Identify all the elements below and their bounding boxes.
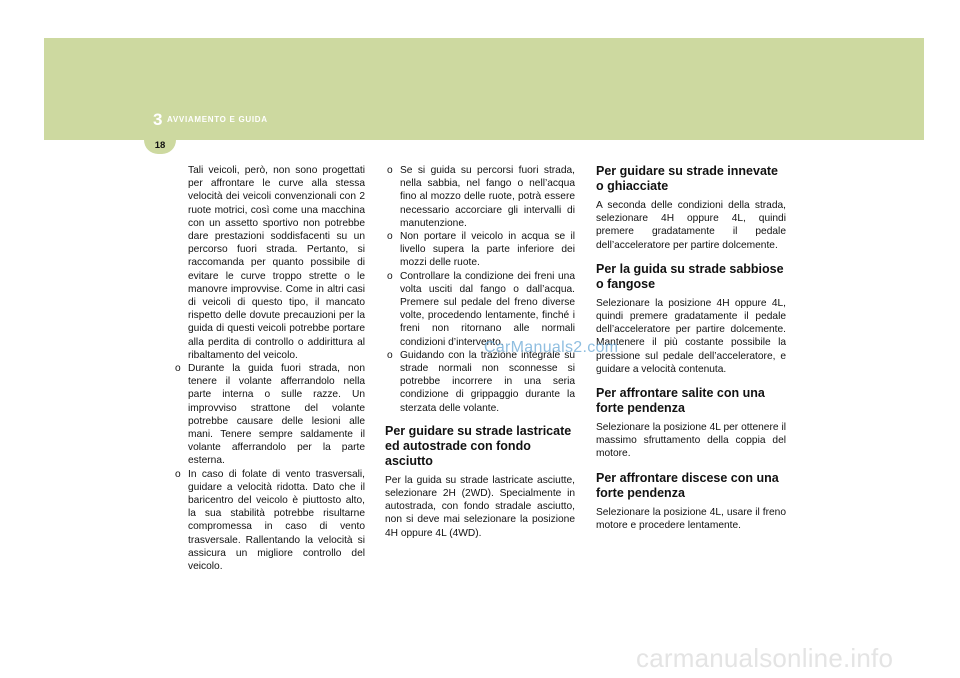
watermark-overlay: CarManuals2.com bbox=[484, 339, 619, 356]
section-paragraph: A seconda delle condizioni della strada, selezionare 4H oppure 4L, quindi premere gradatamente il pedale dell’acceleratore per partire dolcemente. bbox=[596, 200, 786, 251]
column-3 bbox=[596, 164, 786, 532]
section-paragraph: Selezionare la posizione 4L, usare il freno motore e procedere lentamente. bbox=[596, 506, 786, 531]
intro-paragraph: Tali veicoli, però, non sono progettati per affrontare le curve alla stessa velocità dei veicoli convenzionali con 2 ruote motrici, così come una macchina con un assetto sportivo non potrebbe dare prestazioni soddisfacenti su un percorso fuori strada. Pertanto, si raccomanda per quanto possibile di evitare le curve troppo strette o le manovre improvvise. Come in altri casi di veicoli di questo tipo, il mancato rispetto delle dovute precauzioni per la guida di questi veicoli potrebbe portare alla perdita di controllo o addirittura al ribaltamento del veicolo. bbox=[188, 165, 365, 361]
bullet-item bbox=[385, 349, 575, 415]
bullet-marker: o bbox=[387, 270, 393, 282]
bullet-text: Se si guida su percorsi fuori strada, nella sabbia, nel fango o nell’acqua fino al mozzo delle ruote, potrà essere necessario accorciare gli intervalli di manutenzione. bbox=[400, 165, 575, 229]
chapter-header-band bbox=[44, 38, 924, 140]
footer-watermark: carmanualsonline.info bbox=[636, 643, 894, 673]
bullet-marker: o bbox=[387, 165, 393, 176]
column-1 bbox=[173, 164, 365, 573]
bullet-text: Guidando con la trazione integrale su strade normali non sconnesse si potrebbe incorrere in una seria condizione di grippaggio durante la sterzata delle volante. bbox=[400, 349, 575, 414]
bullet-marker: o bbox=[175, 468, 181, 480]
bullet-item bbox=[385, 164, 575, 230]
bullet-item bbox=[173, 362, 365, 468]
bullet-marker: o bbox=[387, 349, 393, 361]
section-heading: Per la guida su strade sabbiose o fangose bbox=[596, 261, 784, 291]
bullet-marker: o bbox=[175, 363, 181, 375]
bullet-item bbox=[385, 230, 575, 270]
section-paragraph: Per la guida su strade lastricate asciutte, selezionare 2H (2WD). Specialmente in autostrada, con fondo stradale asciutto, non si deve mai selezionare la posizione 4H oppure 4L (4WD). bbox=[385, 474, 575, 539]
section-paragraph: Selezionare la posizione 4H oppure 4L, quindi premere gradatamente il pedale dell’acceleratore per partire dolcemente. Mantenere il più costante possibile la pressione sul pedale dell’acceleratore, e guidare a velocità contenuta. bbox=[596, 297, 786, 375]
section-heading: Per guidare su strade innevate o ghiacciate bbox=[596, 164, 779, 193]
chapter-number: 3 bbox=[153, 110, 163, 129]
bullet-text: Durante la guida fuori strada, non tenere il volante afferrandolo nella parte interna o sulle razze. Un improvviso strattone del volante potrebbe causare delle lesioni alle mani. Tenere sempre saldamente il volante afferrandolo per la parte esterna. bbox=[188, 363, 365, 467]
bullet-text: In caso di folate di vento trasversali, guidare a velocità ridotta. Dato che il baricentro del veicolo è piuttosto alto, la sua stabilità potrebbe risultarne compromessa in caso di vento trasversale. Rallentando la velocità si assicura un migliore controllo del veicolo. bbox=[188, 468, 365, 573]
section-heading: Per affrontare discese con una forte pendenza bbox=[596, 470, 779, 500]
section-heading: Per affrontare salite con una forte pendenza bbox=[596, 386, 765, 416]
section-heading: Per guidare su strade lastricate ed autostrade con fondo asciutto bbox=[385, 423, 572, 468]
bullet-marker: o bbox=[387, 231, 393, 243]
page-number: 18 bbox=[154, 140, 166, 151]
bullet-text: Controllare la condizione dei freni una volta usciti dal fango o dall’acqua. Premere sul pedale del freno diverse volte, procedendo lentamente, finché i freni non ritornano alle normali condizioni d’intervento. bbox=[400, 270, 575, 348]
bullet-item bbox=[173, 468, 365, 574]
bullet-text: Non portare il veicolo in acqua se il livello supera la parte inferiore dei mozzi delle ruote. bbox=[400, 231, 575, 269]
section-paragraph: Selezionare la posizione 4L per ottenere il massimo sfruttamento della coppia del motore. bbox=[596, 422, 786, 460]
bullet-item bbox=[385, 270, 575, 349]
chapter-title: AVVIAMENTO E GUIDA bbox=[167, 115, 268, 124]
